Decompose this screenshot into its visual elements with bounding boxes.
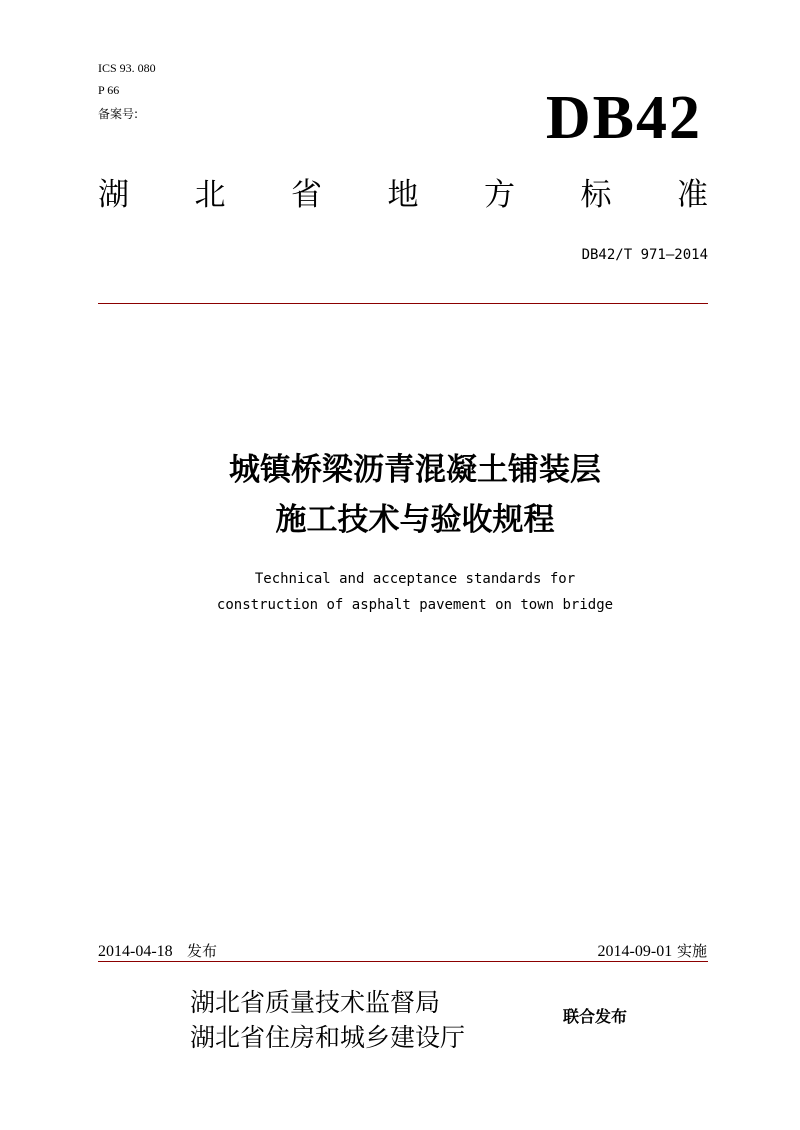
title-cn-line1: 城镇桥梁沥青混凝土铺装层 [229, 452, 601, 488]
issuer-line1: 湖北省质量技术监督局 [190, 988, 441, 1017]
title-en-line2: construction of asphalt pavement on town bridge [216, 597, 614, 613]
classification-code: P 66 [98, 83, 120, 97]
standard-type-heading [98, 172, 708, 218]
standard-number: DB42/T 971—2014 [581, 247, 708, 263]
standard-type-char: 地 [387, 177, 419, 213]
record-number-label: 备案号: [98, 107, 139, 121]
standard-type-char: 省 [291, 177, 322, 213]
implement-date: 2014-09-01 [597, 943, 673, 960]
standard-type-char: 北 [194, 177, 226, 213]
ics-code: ICS 93. 080 [98, 61, 156, 75]
implement-date-block [598, 940, 707, 963]
issue-label: 发布 [186, 942, 217, 960]
standard-type-char: 准 [677, 177, 708, 213]
issue-date: 2014-04-18 [98, 943, 173, 960]
issuer-line2: 湖北省住房和城乡建设厅 [190, 1023, 466, 1052]
standard-type-char: 方 [484, 177, 515, 213]
standard-type-char: 湖 [98, 177, 129, 213]
title-en-line1: Technical and acceptance standards for [254, 571, 576, 587]
standard-type-char: 标 [580, 177, 612, 213]
standard-code-logo: DB42 [545, 84, 702, 152]
bottom-divider [98, 961, 708, 962]
joint-issue-label: 联合发布 [563, 1007, 628, 1026]
top-divider [98, 303, 708, 304]
implement-label: 实施 [676, 942, 707, 960]
title-cn-line2: 施工技术与验收规程 [275, 502, 555, 538]
issue-date-block [98, 940, 217, 963]
